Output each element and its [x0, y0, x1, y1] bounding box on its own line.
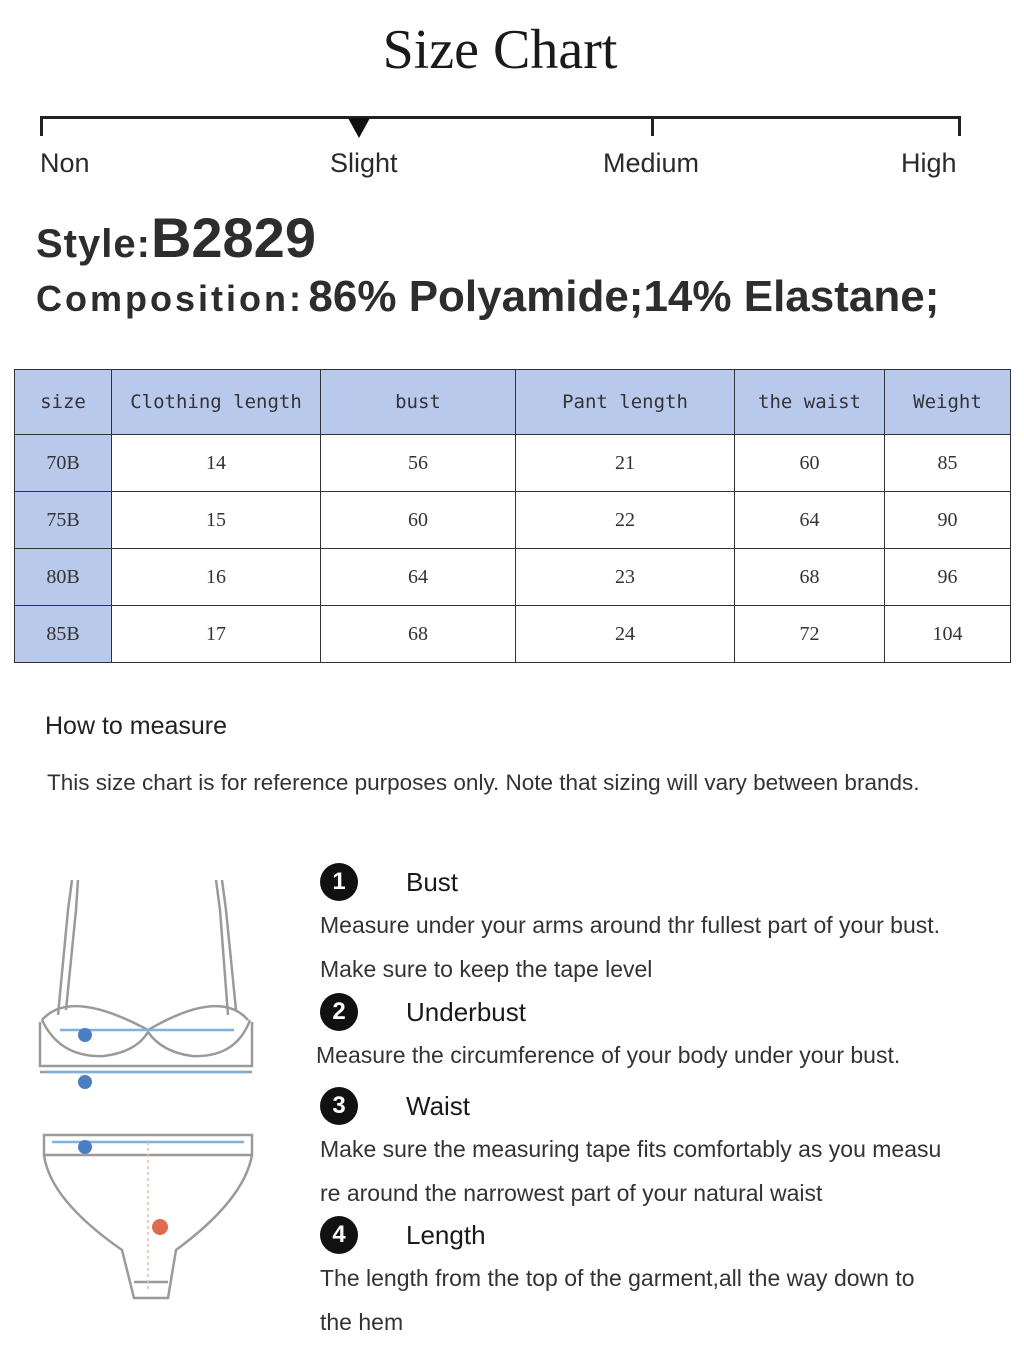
size-cell: 75B	[15, 492, 112, 549]
table-cell: 60	[735, 435, 885, 492]
step-title: Waist	[406, 1090, 471, 1121]
table-header-row	[15, 370, 1011, 435]
table-cell: 17	[112, 606, 321, 663]
table-cell: 60	[321, 492, 516, 549]
table-cell: 68	[321, 606, 516, 663]
table-row	[15, 549, 1011, 606]
step-line: re around the narrowest part of your natural waist	[320, 1180, 823, 1206]
style-value: B2829	[150, 206, 316, 269]
scale-label-non: Non	[40, 148, 90, 178]
step-line: Measure under your arms around thr fullest part of your bust.	[320, 912, 941, 938]
step-line: Measure the circumference of your body under your bust.	[316, 1042, 901, 1068]
style-label: Style:	[36, 222, 151, 266]
size-table	[14, 369, 1011, 663]
table-cell: 15	[112, 492, 321, 549]
table-cell: 23	[516, 549, 735, 606]
marker-4-icon	[152, 1219, 168, 1235]
table-cell: 64	[735, 492, 885, 549]
table-cell: 16	[112, 549, 321, 606]
marker-1-icon	[78, 1028, 92, 1042]
table-cell: 22	[516, 492, 735, 549]
step-bust	[320, 862, 1010, 990]
step-number-icon: 1	[320, 863, 358, 901]
table-cell: 56	[321, 435, 516, 492]
table-cell: 96	[885, 549, 1011, 606]
how-to-measure-title: How to measure	[45, 712, 228, 740]
step-line: Make sure the measuring tape fits comfortably as you measu	[320, 1136, 942, 1162]
stretch-scale	[40, 110, 964, 190]
table-cell: 24	[516, 606, 735, 663]
step-length	[320, 1215, 1010, 1343]
marker-3-icon	[78, 1140, 92, 1154]
table-cell: 85	[885, 435, 1011, 492]
stretch-pointer-icon	[348, 118, 370, 138]
step-waist	[320, 1086, 1010, 1214]
step-line: the hem	[320, 1309, 404, 1335]
table-cell: 14	[112, 435, 321, 492]
lingerie-measurement-diagram	[30, 870, 280, 1310]
table-cell: 90	[885, 492, 1011, 549]
step-line: Make sure to keep the tape level	[320, 956, 653, 982]
table-cell: 68	[735, 549, 885, 606]
reference-note: This size chart is for reference purposes only. Note that sizing will vary between brands.	[47, 770, 920, 795]
step-title: Length	[406, 1219, 486, 1250]
scale-tick	[958, 116, 961, 136]
header-pant-length: Pant length	[516, 370, 735, 435]
table-row	[15, 606, 1011, 663]
scale-label-slight: Slight	[330, 148, 398, 178]
scale-label-medium: Medium	[603, 148, 700, 178]
scale-tick	[651, 116, 654, 136]
step-underbust	[316, 992, 1006, 1076]
style-line	[36, 205, 316, 270]
table-row	[15, 492, 1011, 549]
table-cell: 72	[735, 606, 885, 663]
scale-line	[40, 116, 960, 119]
header-bust: bust	[321, 370, 516, 435]
table-cell: 21	[516, 435, 735, 492]
marker-2-icon	[78, 1075, 92, 1089]
step-number-icon: 2	[320, 993, 358, 1031]
step-number-icon: 4	[320, 1216, 358, 1254]
page-title: Size Chart	[382, 19, 618, 81]
step-line: The length from the top of the garment,all the way down to	[320, 1265, 915, 1291]
step-title: Underbust	[406, 996, 526, 1027]
scale-tick	[40, 116, 43, 136]
composition-line	[36, 272, 939, 322]
header-weight: Weight	[885, 370, 1011, 435]
table-cell: 64	[321, 549, 516, 606]
size-cell: 70B	[15, 435, 112, 492]
step-title: Bust	[406, 866, 459, 897]
size-cell: 80B	[15, 549, 112, 606]
composition-value: 86% Polyamide;14% Elastane;	[308, 272, 940, 321]
table-row	[15, 435, 1011, 492]
header-clothing-length: Clothing length	[112, 370, 321, 435]
size-cell: 85B	[15, 606, 112, 663]
scale-label-high: High	[901, 148, 957, 178]
table-cell: 104	[885, 606, 1011, 663]
header-waist: the waist	[735, 370, 885, 435]
composition-label: Composition:	[36, 278, 304, 319]
header-size: size	[15, 370, 112, 435]
step-number-icon: 3	[320, 1087, 358, 1125]
